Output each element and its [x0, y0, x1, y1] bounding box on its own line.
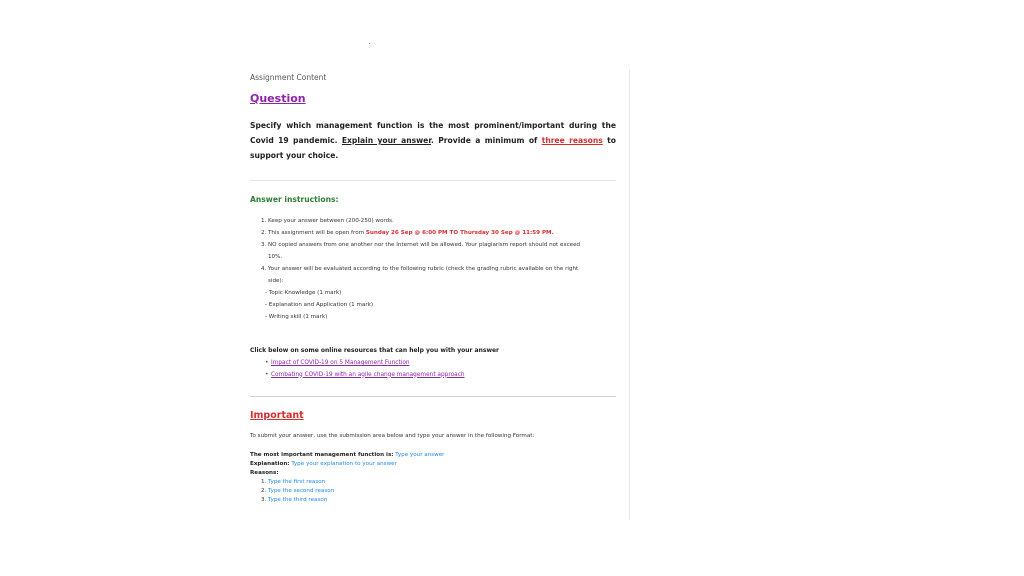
divider	[250, 180, 616, 181]
reason-item: 3. Type the third reason	[261, 497, 328, 503]
format-label: Reasons:	[250, 470, 279, 476]
assignment-content-panel	[250, 70, 630, 520]
question-title: Question	[250, 92, 306, 105]
format-label: Explanation:	[250, 461, 290, 467]
list-item-continuation: side):	[268, 278, 284, 284]
list-item: 1. Keep your answer between (200-250) words.	[261, 218, 394, 224]
format-line-reasons	[250, 469, 444, 478]
format-line-function	[250, 451, 444, 460]
section-label: Assignment Content	[250, 73, 327, 82]
format-value: Type your answer	[395, 452, 445, 458]
format-label: The most important management function is:	[250, 452, 394, 458]
open-dates: Sunday 26 Sep @ 6:00 PM TO Thursday 30 Sep @ 11:59 PM.	[365, 230, 554, 236]
answer-format	[250, 451, 444, 505]
list-item: • Combating COVID-19 with an agile change management approach	[265, 371, 465, 378]
list-item: 4. Your answer will be evaluated according to the following rubric (check the grading rubric available on the right	[261, 266, 579, 272]
instruction-1: Keep your answer between (200-250) words.	[268, 218, 394, 224]
reason-placeholder: Type the third reason	[268, 497, 328, 503]
rubric-item: - Writing skill (1 mark)	[265, 314, 328, 320]
answer-instructions-title: Answer instructions:	[250, 195, 339, 204]
divider	[250, 396, 616, 397]
instruction-2: This assignment will be open from	[268, 230, 366, 236]
resource-link-1[interactable]: Impact of COVID-19 on 5 Management Function	[271, 360, 410, 366]
format-value: Type your explanation to your answer	[291, 461, 397, 467]
list-item: 3. NO copied answers from one another nor the Internet will be allowed. Your plagiarism report should not exceed	[261, 242, 581, 248]
rubric-item: - Topic Knowledge (1 mark)	[265, 290, 342, 296]
list-item-continuation: 10%.	[268, 254, 283, 260]
three-reasons: three reasons	[541, 136, 603, 145]
question-text-part3: . Provide a minimum of	[431, 136, 542, 145]
explain-your-answer: Explain your answer	[341, 136, 431, 145]
reason-placeholder: Type the first reason	[268, 479, 326, 485]
resource-link-2[interactable]: Combating COVID-19 with an agile change management approach	[271, 371, 465, 378]
instructions-list	[261, 215, 606, 323]
instruction-3: NO copied answers from one another nor the Internet will be allowed. Your plagiarism report should not exceed	[268, 242, 581, 248]
submit-instructions: To submit your answer, use the submission area below and type your answer in the following Format:	[250, 433, 535, 439]
question-text	[250, 118, 616, 163]
important-title: Important	[250, 410, 304, 421]
reason-placeholder: Type the second reason	[268, 488, 335, 494]
rubric-item: - Explanation and Application (1 mark)	[265, 302, 374, 308]
instruction-4: Your answer will be evaluated according to the following rubric (check the grading rubric available on the right	[268, 266, 579, 272]
resources-list	[265, 358, 465, 381]
list-item: 2. This assignment will be open from Sunday 26 Sep @ 6:00 PM TO Thursday 30 Sep @ 11:59 PM.	[261, 230, 554, 236]
list-item: • Impact of COVID-19 on 5 Management Function	[265, 360, 410, 366]
format-line-explanation	[250, 460, 444, 469]
stray-dot	[369, 43, 370, 44]
question-text-part1: Specify which management function is the most prominent/important during the Covid 19 pandemic.	[250, 121, 616, 145]
reason-item: 2. Type the second reason	[261, 488, 335, 494]
resources-title: Click below on some online resources that can help you with your answer	[250, 347, 500, 354]
reason-item: 1. Type the first reason	[261, 479, 326, 485]
question-text-part5: to support your choice.	[250, 136, 617, 160]
